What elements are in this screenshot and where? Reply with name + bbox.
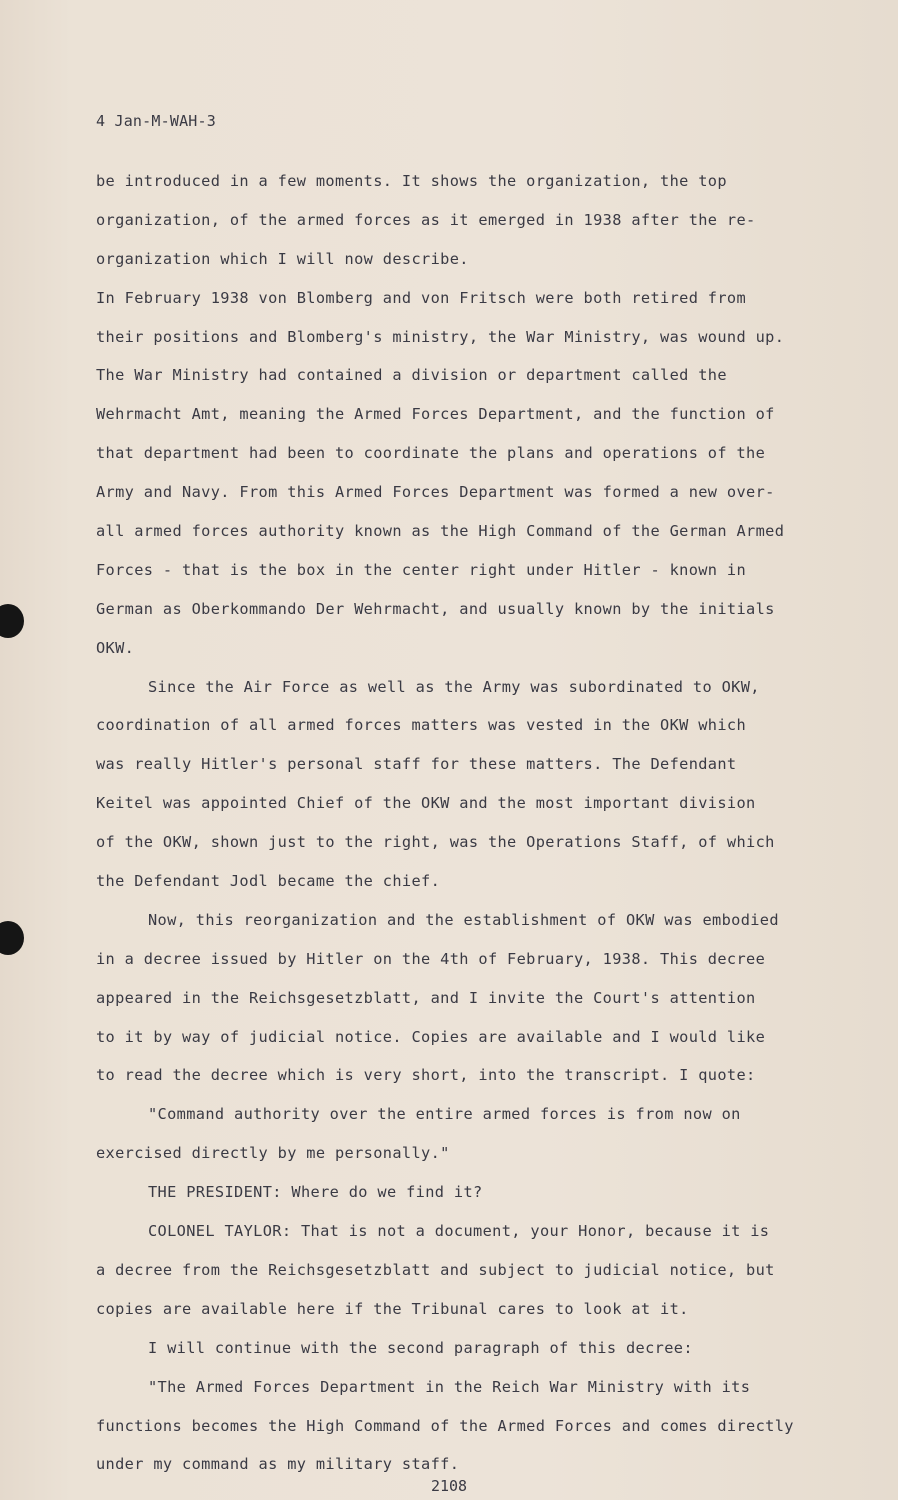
text-line: was really Hitler's personal staff for these matters. The Defendant — [96, 755, 737, 774]
transcript-body — [96, 162, 816, 1484]
text-line: Since the Air Force as well as the Army was subordinated to OKW, — [148, 677, 760, 696]
text-line: copies are available here if the Tribunal cares to look at it. — [96, 1299, 689, 1318]
text-line: I will continue with the second paragraph of this decree: — [148, 1338, 693, 1357]
text-line: Now, this reorganization and the establishment of OKW was embodied — [148, 910, 779, 929]
text-line: to read the decree which is very short, into the transcript. I quote: — [96, 1066, 756, 1085]
text-line: that department had been to coordinate the plans and operations of the — [96, 444, 766, 463]
text-line: to it by way of judicial notice. Copies are available and I would like — [96, 1027, 766, 1046]
page-number: 2108 — [430, 1477, 468, 1495]
text-line: functions becomes the High Command of the Armed Forces and comes directly — [96, 1416, 794, 1435]
text-line: exercised directly by me personally." — [96, 1144, 450, 1163]
text-line: a decree from the Reichsgesetzblatt and subject to judicial notice, but — [96, 1260, 775, 1279]
text-line: organization, of the armed forces as it emerged in 1938 after the re- — [96, 210, 756, 229]
text-line: THE PRESIDENT: Where do we find it? — [148, 1183, 483, 1202]
text-line: Forces - that is the box in the center right under Hitler - known in — [96, 560, 747, 579]
text-line: all armed forces authority known as the High Command of the German Armed — [96, 522, 785, 541]
text-line: OKW. — [96, 638, 135, 657]
text-line: organization which I will now describe. — [96, 249, 469, 268]
text-line: The War Ministry had contained a division or department called the — [96, 366, 727, 385]
text-line: "The Armed Forces Department in the Reich War Ministry with its — [148, 1377, 751, 1396]
page-header: 4 Jan-M-WAH-3 — [96, 112, 216, 130]
text-line: be introduced in a few moments. It shows the organization, the top — [96, 172, 727, 190]
text-line: Army and Navy. From this Armed Forces Department was formed a new over- — [96, 483, 775, 502]
text-line: the Defendant Jodl became the chief. — [96, 872, 441, 891]
text-line: COLONEL TAYLOR: That is not a document, your Honor, because it is — [148, 1222, 770, 1241]
text-line: In February 1938 von Blomberg and von Fritsch were both retired from — [96, 288, 747, 307]
text-line: coordination of all armed forces matters was vested in the OKW which — [96, 716, 747, 735]
text-line: under my command as my military staff. — [96, 1455, 460, 1474]
text-line: their positions and Blomberg's ministry, the War Ministry, was wound up. — [96, 327, 785, 346]
text-line: "Command authority over the entire armed forces is from now on — [148, 1105, 741, 1124]
text-line: appeared in the Reichsgesetzblatt, and I invite the Court's attention — [96, 988, 756, 1007]
text-line: of the OKW, shown just to the right, was the Operations Staff, of which — [96, 833, 775, 852]
text-line: German as Oberkommando Der Wehrmacht, and usually known by the initials — [96, 599, 775, 618]
text-line: Keitel was appointed Chief of the OKW and the most important division — [96, 794, 756, 813]
text-line: Wehrmacht Amt, meaning the Armed Forces Department, and the function of — [96, 405, 775, 424]
text-line: in a decree issued by Hitler on the 4th of February, 1938. This decree — [96, 949, 766, 968]
